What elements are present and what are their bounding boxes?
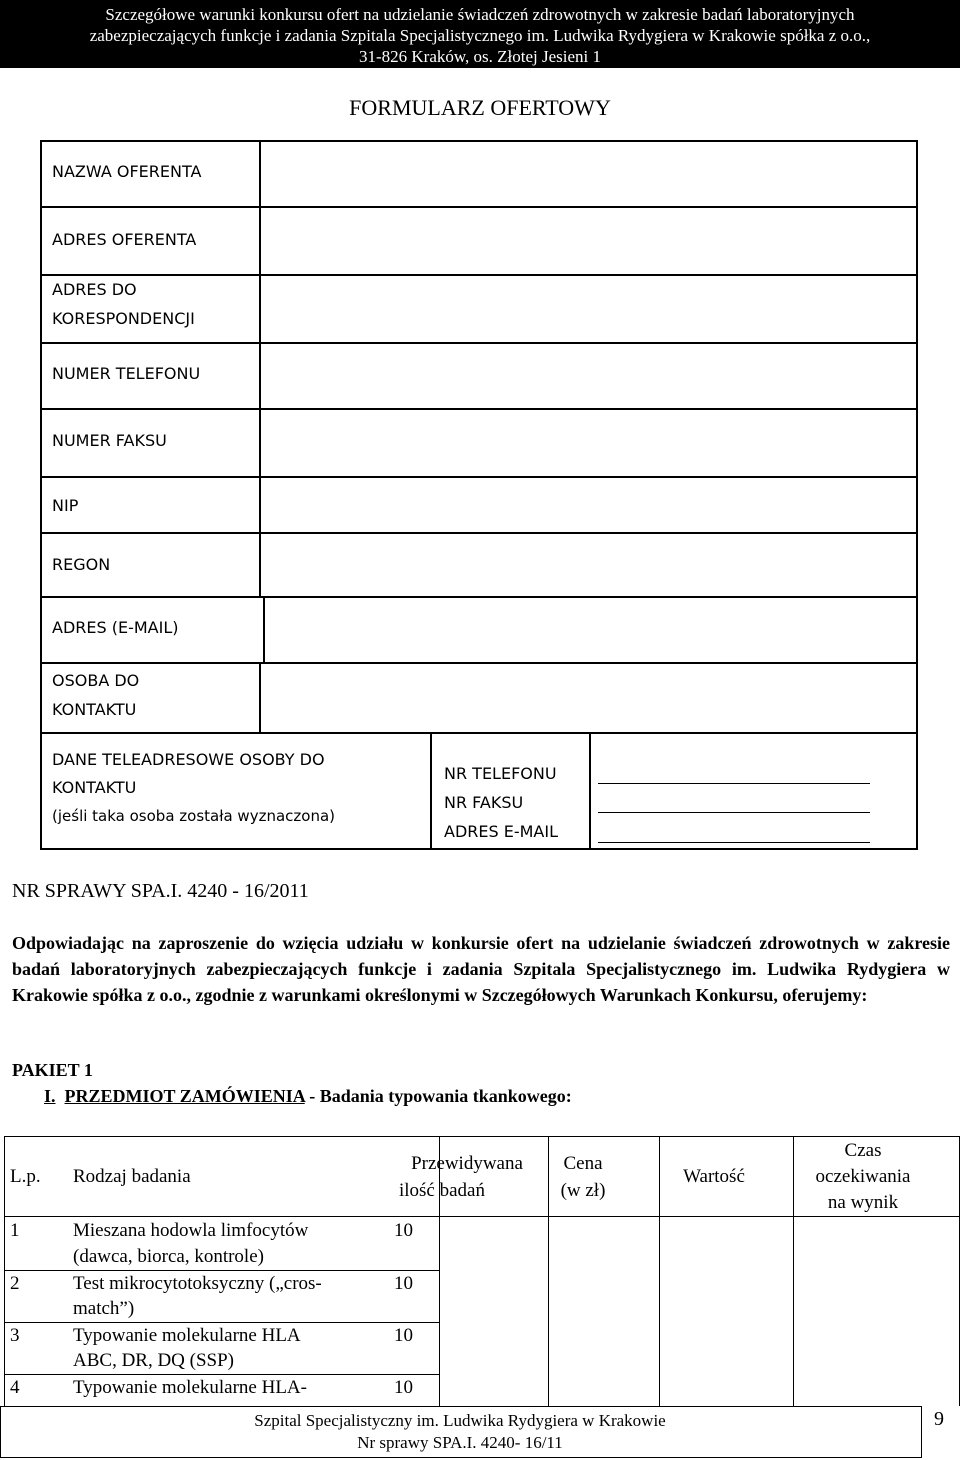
- row-3-lp: 3: [10, 1325, 20, 1346]
- row-3-qty: 10: [394, 1325, 413, 1346]
- row-4-name-1: Typowanie molekularne HLA-: [73, 1377, 307, 1398]
- label-nip: NIP: [52, 496, 79, 515]
- row-2-qty: 10: [394, 1273, 413, 1294]
- label-adres-oferenta: ADRES OFERENTA: [52, 230, 197, 249]
- label-adres-email: ADRES (E-MAIL): [52, 618, 179, 637]
- przedmiot-rest: - Badania typowania tkankowego:: [304, 1086, 572, 1106]
- label-osoba-kontaktu-1: OSOBA DO: [52, 671, 140, 690]
- label-adres-korespondencji-1: ADRES DO: [52, 280, 137, 299]
- col-header-lp: L.p.: [10, 1166, 41, 1187]
- label-dane-teleadresowe-1: DANE TELEADRESOWE OSOBY DO: [52, 750, 325, 769]
- document-header: [0, 0, 960, 68]
- label-numer-telefonu: NUMER TELEFONU: [52, 364, 201, 383]
- row-1-name-2: (dawca, biorca, kontrole): [73, 1246, 264, 1267]
- label-nr-faksu: NR FAKSU: [444, 793, 524, 812]
- label-dane-teleadresowe-3: (jeśli taka osoba została wyznaczona): [52, 807, 336, 825]
- row-1-name-1: Mieszana hodowla limfocytów: [73, 1220, 309, 1241]
- przedmiot-heading: [44, 1086, 572, 1107]
- label-adres-korespondencji-2: KORESPONDENCJI: [52, 309, 195, 328]
- przedmiot-title: PRZEDMIOT ZAMÓWIENIA: [64, 1086, 305, 1106]
- row-2-name-1: Test mikrocytotoksyczny („cros-: [73, 1273, 322, 1294]
- label-dane-teleadresowe-2: KONTAKTU: [52, 778, 137, 797]
- label-nazwa-oferenta: NAZWA OFERENTA: [52, 162, 202, 181]
- label-regon: REGON: [52, 555, 111, 574]
- offer-paragraph: Odpowiadając na zaproszenie do wzięcia udziału w konkursie ofert na udzielanie świadczeń zdrowotnych w zakresie badań laboratoryjnych zabezpieczających funkcje i zadania Szpitala Specjalistycznego im. Ludwika Rydygiera w Krakowie spółka z o.o., zgodnie z warunkami określonymi w Szczegółowych Warunkach Konkursu, oferujemy:: [12, 933, 950, 1005]
- row-4-qty: 10: [394, 1377, 413, 1398]
- page-title: FORMULARZ OFERTOWY: [349, 95, 611, 120]
- label-numer-faksu: NUMER FAKSU: [52, 431, 167, 450]
- row-3-name-2: ABC, DR, DQ (SSP): [73, 1350, 235, 1371]
- pakiet-heading: PAKIET 1: [12, 1060, 93, 1080]
- footer-line-1: Szpital Specjalistyczny im. Ludwika Rydygiera w Krakowie: [254, 1411, 666, 1430]
- przedmiot-number: I.: [44, 1086, 56, 1106]
- col-header-ilosc-2: ilość badań: [398, 1180, 485, 1201]
- label-osoba-kontaktu-2: KONTAKTU: [52, 700, 137, 719]
- col-header-czas-1: Czas: [844, 1140, 882, 1161]
- row-4-lp: 4: [10, 1377, 20, 1398]
- col-header-cena-2: (w zł): [560, 1180, 606, 1201]
- footer-line-2: Nr sprawy SPA.I. 4240- 16/11: [357, 1433, 563, 1452]
- row-1-qty: 10: [394, 1220, 413, 1241]
- case-reference: NR SPRAWY SPA.I. 4240 - 16/2011: [12, 880, 309, 902]
- col-header-ilosc-1: Przewidywana: [411, 1153, 523, 1174]
- header-line-2: zabezpieczających funkcje i zadania Szpitala Specjalistycznego im. Ludwika Rydygiera w Krakowie spółka z o.o.,: [89, 26, 871, 45]
- row-2-lp: 2: [10, 1273, 20, 1294]
- col-header-cena-1: Cena: [563, 1153, 603, 1174]
- col-header-wartosc: Wartość: [683, 1166, 745, 1187]
- col-header-czas-2: oczekiwania: [815, 1166, 911, 1187]
- col-header-rodzaj: Rodzaj badania: [73, 1166, 191, 1187]
- row-2-name-2: match”): [73, 1298, 135, 1319]
- page-number: 9: [934, 1408, 944, 1430]
- fill-line-telefon[interactable]: [598, 783, 870, 784]
- label-adres-e-mail: ADRES E-MAIL: [444, 822, 558, 841]
- label-nr-telefonu: NR TELEFONU: [444, 764, 557, 783]
- fill-line-email[interactable]: [598, 842, 870, 843]
- header-line-3: 31-826 Kraków, os. Złotej Jesieni 1: [358, 47, 602, 66]
- row-3-name-1: Typowanie molekularne HLA: [73, 1325, 301, 1346]
- header-line-1: Szczegółowe warunki konkursu ofert na udzielanie świadczeń zdrowotnych w zakresie badań laboratoryjnych: [105, 5, 855, 24]
- fill-line-faks[interactable]: [598, 812, 870, 813]
- col-header-czas-3: na wynik: [827, 1192, 899, 1213]
- row-1-lp: 1: [10, 1220, 20, 1241]
